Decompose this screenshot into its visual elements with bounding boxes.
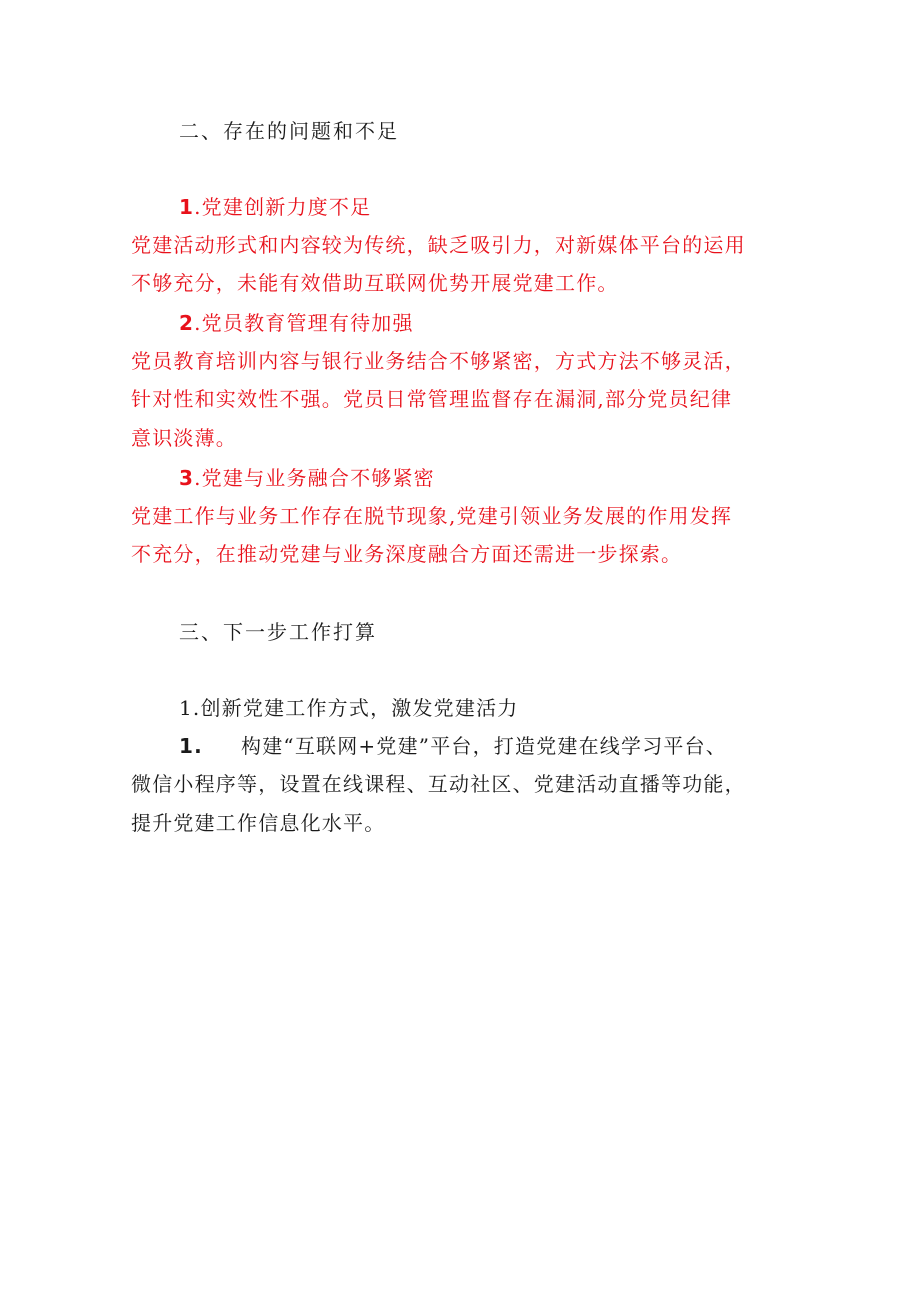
problem-item-2-number: 2: [179, 311, 195, 335]
section-heading-next-steps: 三、下一步工作打算: [179, 620, 377, 644]
problem-item-1-title-text: .党建创新力度不足: [194, 195, 372, 219]
next-steps-subheading: 1.创新党建工作方式，激发党建活力: [179, 696, 519, 720]
next-steps-point-number: 1.: [179, 734, 203, 758]
next-steps-point-line-2: 微信小程序等，设置在线课程、互动社区、党建活动直播等功能，: [131, 772, 746, 796]
problem-item-3-title: [179, 463, 435, 493]
problem-item-2-body-line-1: 党员教育培训内容与银行业务结合不够紧密，方式方法不够灵活，: [131, 349, 746, 373]
problem-item-2-title-text: .党员教育管理有待加强: [194, 311, 414, 335]
next-steps-point-line-3: 提升党建工作信息化水平。: [131, 811, 386, 835]
problem-item-2-body-line-3: 意识淡薄。: [131, 426, 237, 450]
problem-item-2-title: [179, 308, 414, 338]
problem-item-3-body-line-2: 不充分，在推动党建与业务深度融合方面还需进一步探索。: [131, 542, 683, 566]
problem-item-1-body-line-2: 不够充分，未能有效借助互联网优势开展党建工作。: [131, 271, 619, 295]
problem-item-2-body-line-2: 针对性和实效性不强。党员日常管理监督存在漏洞,部分党员纪律: [131, 387, 733, 411]
problem-item-3-number: 3: [179, 466, 195, 490]
section-heading-problems: 二、存在的问题和不足: [179, 119, 399, 143]
next-steps-point-text-1: 构建“互联网+党建”平台，打造党建在线学习平台、: [241, 734, 728, 758]
problem-item-1-title: [179, 192, 371, 222]
next-steps-point-line-1: [179, 731, 727, 761]
problem-item-3-body-line-1: 党建工作与业务工作存在脱节现象,党建引领业务发展的作用发挥: [131, 504, 733, 528]
problem-item-1-number: 1: [179, 195, 195, 219]
problem-item-3-title-text: .党建与业务融合不够紧密: [194, 466, 435, 490]
problem-item-1-body-line-1: 党建活动形式和内容较为传统，缺乏吸引力，对新媒体平台的运用: [131, 233, 746, 257]
